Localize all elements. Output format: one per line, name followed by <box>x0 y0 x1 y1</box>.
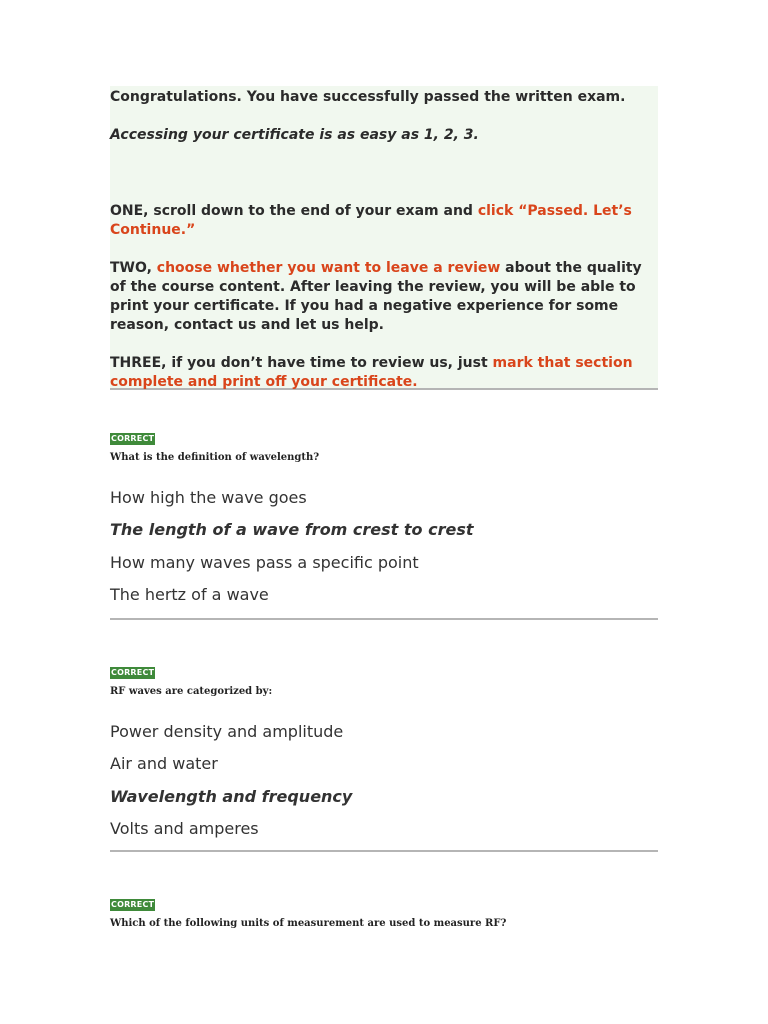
answer-option: Volts and amperes <box>110 818 259 838</box>
correct-badge: CORRECT <box>111 668 155 677</box>
answer-option: Power density and amplitude <box>110 722 344 741</box>
exam-results-page <box>110 86 658 931</box>
correct-badge: CORRECT <box>111 434 155 443</box>
answer-option-selected: Wavelength and frequency <box>110 786 353 806</box>
step-three-link: mark that section complete and print off your certificate. <box>110 355 633 390</box>
question-1 <box>110 426 658 620</box>
step-three-text: THREE, if you don’t have time to review us, just <box>110 355 493 371</box>
answer-option-selected: The length of a wave from crest to crest <box>110 520 474 540</box>
step-one-text: ONE, scroll down to the end of your exam and <box>110 203 478 219</box>
answer-option: Air and water <box>110 754 218 774</box>
question-2 <box>110 660 658 852</box>
congratulations-text: Congratulations. You have successfully passed the written exam. <box>110 89 626 105</box>
step-two-link: choose whether you want to leave a review <box>156 260 501 276</box>
correct-badge: CORRECT <box>111 900 155 909</box>
question-3 <box>110 892 658 931</box>
step-two-suffix: about the quality of the course content. After leaving the review, you will be able to print your certificate. If you had a negative experience for some reason, contact us and let us help. <box>110 260 642 333</box>
answer-option: How many waves pass a specific point <box>110 552 419 572</box>
question-text: Which of the following units of measurement are used to measure RF? <box>110 918 507 929</box>
step-one-link: click “Passed. Let’s Continue.” <box>110 203 632 238</box>
step-one <box>110 202 658 240</box>
question-text: What is the definition of wavelength? <box>110 452 320 463</box>
step-three <box>110 354 658 392</box>
step-two-text: TWO, <box>110 260 157 276</box>
answer-option: The hertz of a wave <box>110 584 269 604</box>
answer-list <box>110 482 658 611</box>
congratulations-panel <box>110 86 658 390</box>
answer-option: How high the wave goes <box>110 488 307 507</box>
certificate-intro-text: Accessing your certificate is as easy as 1, 2, 3. <box>110 127 479 143</box>
answer-list <box>110 716 658 845</box>
step-two <box>110 259 658 335</box>
question-text: RF waves are categorized by: <box>110 686 273 697</box>
